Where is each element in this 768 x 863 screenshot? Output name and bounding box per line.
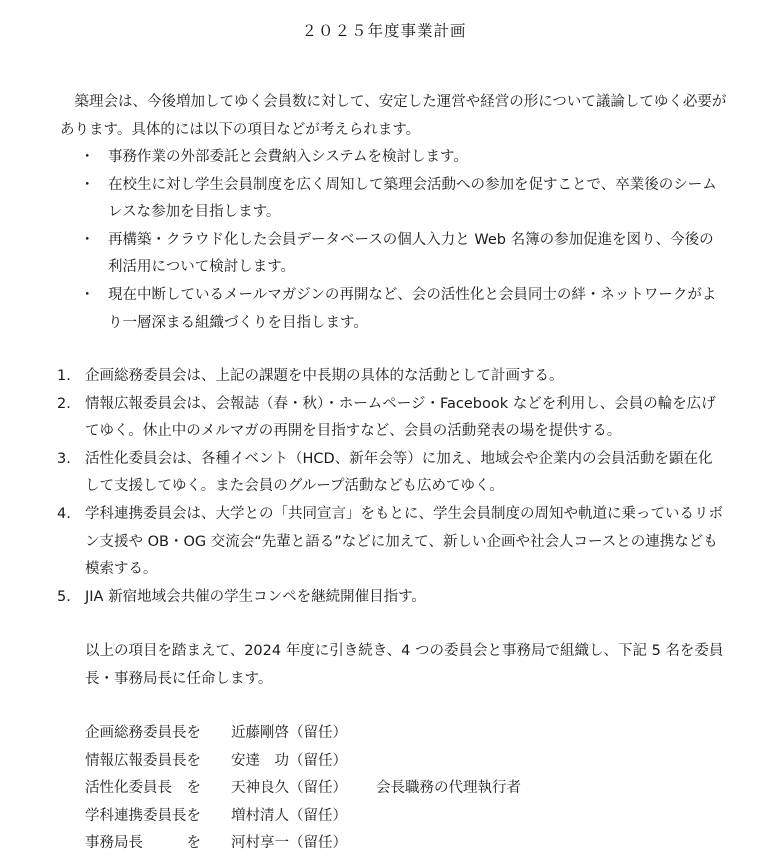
- roster-note: 会長職務の代理執行者: [376, 780, 521, 796]
- item-text: 情報広報委員会は、会報誌（春・秋）・ホームページ・Facebook などを利用し、会員の輪を広げてゆく。休止中のメルマガの再開を目指すなど、会員の活動発表の場を提供する。: [85, 395, 716, 440]
- roster-row: [85, 803, 521, 831]
- bullet-marker: ・: [80, 149, 95, 165]
- numbered-item: [0, 501, 727, 584]
- numbered-item: [0, 391, 727, 446]
- roster-name: 安達 功（留任）: [231, 752, 347, 769]
- item-number: 2.: [57, 395, 71, 412]
- roster-name: 増村清人（留任）: [231, 807, 347, 824]
- roster-role: 活性化委員長 を: [85, 780, 201, 796]
- roster-row: [85, 775, 521, 803]
- roster-role: 企画総務委員長を: [85, 725, 201, 741]
- bullet-text: 再構築・クラウド化した会員データベースの個人入力と Web 名簿の参加促進を図り、今後の利活用について検討します。: [108, 231, 714, 276]
- roster-name: 河村享一（留任）: [231, 835, 347, 851]
- appointment-roster: [85, 720, 521, 858]
- item-number: 1.: [57, 368, 71, 384]
- bullet-marker: ・: [80, 176, 95, 193]
- item-number: 5.: [57, 588, 71, 605]
- bullet-text: 事務作業の外部委託と会費納入システムを検討します。: [108, 149, 468, 165]
- roster-name: 近藤剛啓（留任）: [231, 725, 347, 741]
- roster-role: 情報広報委員長を: [85, 752, 201, 769]
- bullet-item: [0, 172, 728, 227]
- bullet-marker: ・: [80, 286, 95, 303]
- document-title: ２０２５年度事業計画: [301, 22, 467, 40]
- bullet-item: [0, 282, 728, 337]
- bullet-text: 在校生に対し学生会員制度を広く周知して築理会活動への参加を促すことで、卒業後のシームレスな参加を目指します。: [108, 176, 717, 221]
- numbered-item: [0, 363, 727, 391]
- numbered-item: [0, 446, 727, 501]
- roster-role: 事務局長 を: [85, 835, 201, 851]
- roster-row: [85, 830, 521, 858]
- roster-row: [85, 748, 521, 776]
- summary-paragraph: 以上の項目を踏まえて、2024 年度に引き続き、4 つの委員会と事務局で組織し、下記 5 名を委員長・事務局長に任命します。: [85, 643, 724, 687]
- roster-row: [85, 720, 521, 748]
- item-text: JIA 新宿地域会共催の学生コンペを継続開催目指す。: [85, 588, 426, 605]
- numbered-list: [0, 363, 768, 611]
- bullet-list: [0, 144, 768, 337]
- bullet-item: [0, 227, 728, 282]
- numbered-item: [0, 584, 727, 612]
- item-number: 4.: [57, 505, 71, 522]
- bullet-item: [0, 144, 728, 172]
- roster-name: 天神良久（留任）: [231, 780, 347, 796]
- intro-paragraph: 築理会は、今後増加してゆく会員数に対して、安定した運営や経営の形について議論してゆく必要があります。具体的には以下の項目などが考えられます。: [60, 94, 727, 138]
- item-number: 3.: [57, 450, 71, 467]
- bullet-text: 現在中断しているメールマガジンの再開など、会の活性化と会員同士の絆・ネットワークがより一層深まる組織づくりを目指します。: [108, 286, 717, 331]
- roster-role: 学科連携委員長を: [85, 807, 201, 824]
- item-text: 活性化委員会は、各種イベント（HCD、新年会等）に加え、地域会や企業内の会員活動を顕在化して支援してゆく。また会員のグループ活動なども広めてゆく。: [85, 450, 713, 495]
- bullet-marker: ・: [80, 231, 95, 248]
- item-text: 企画総務委員会は、上記の課題を中長期の具体的な活動として計画する。: [85, 368, 564, 384]
- item-text: 学科連携委員会は、大学との「共同宣言」をもとに、学生会員制度の周知や軌道に乗っているリボン支援や OB・OG 交流会“先輩と語る”などに加えて、新しい企画や社会人コースとの連携なども模索する。: [85, 505, 723, 578]
